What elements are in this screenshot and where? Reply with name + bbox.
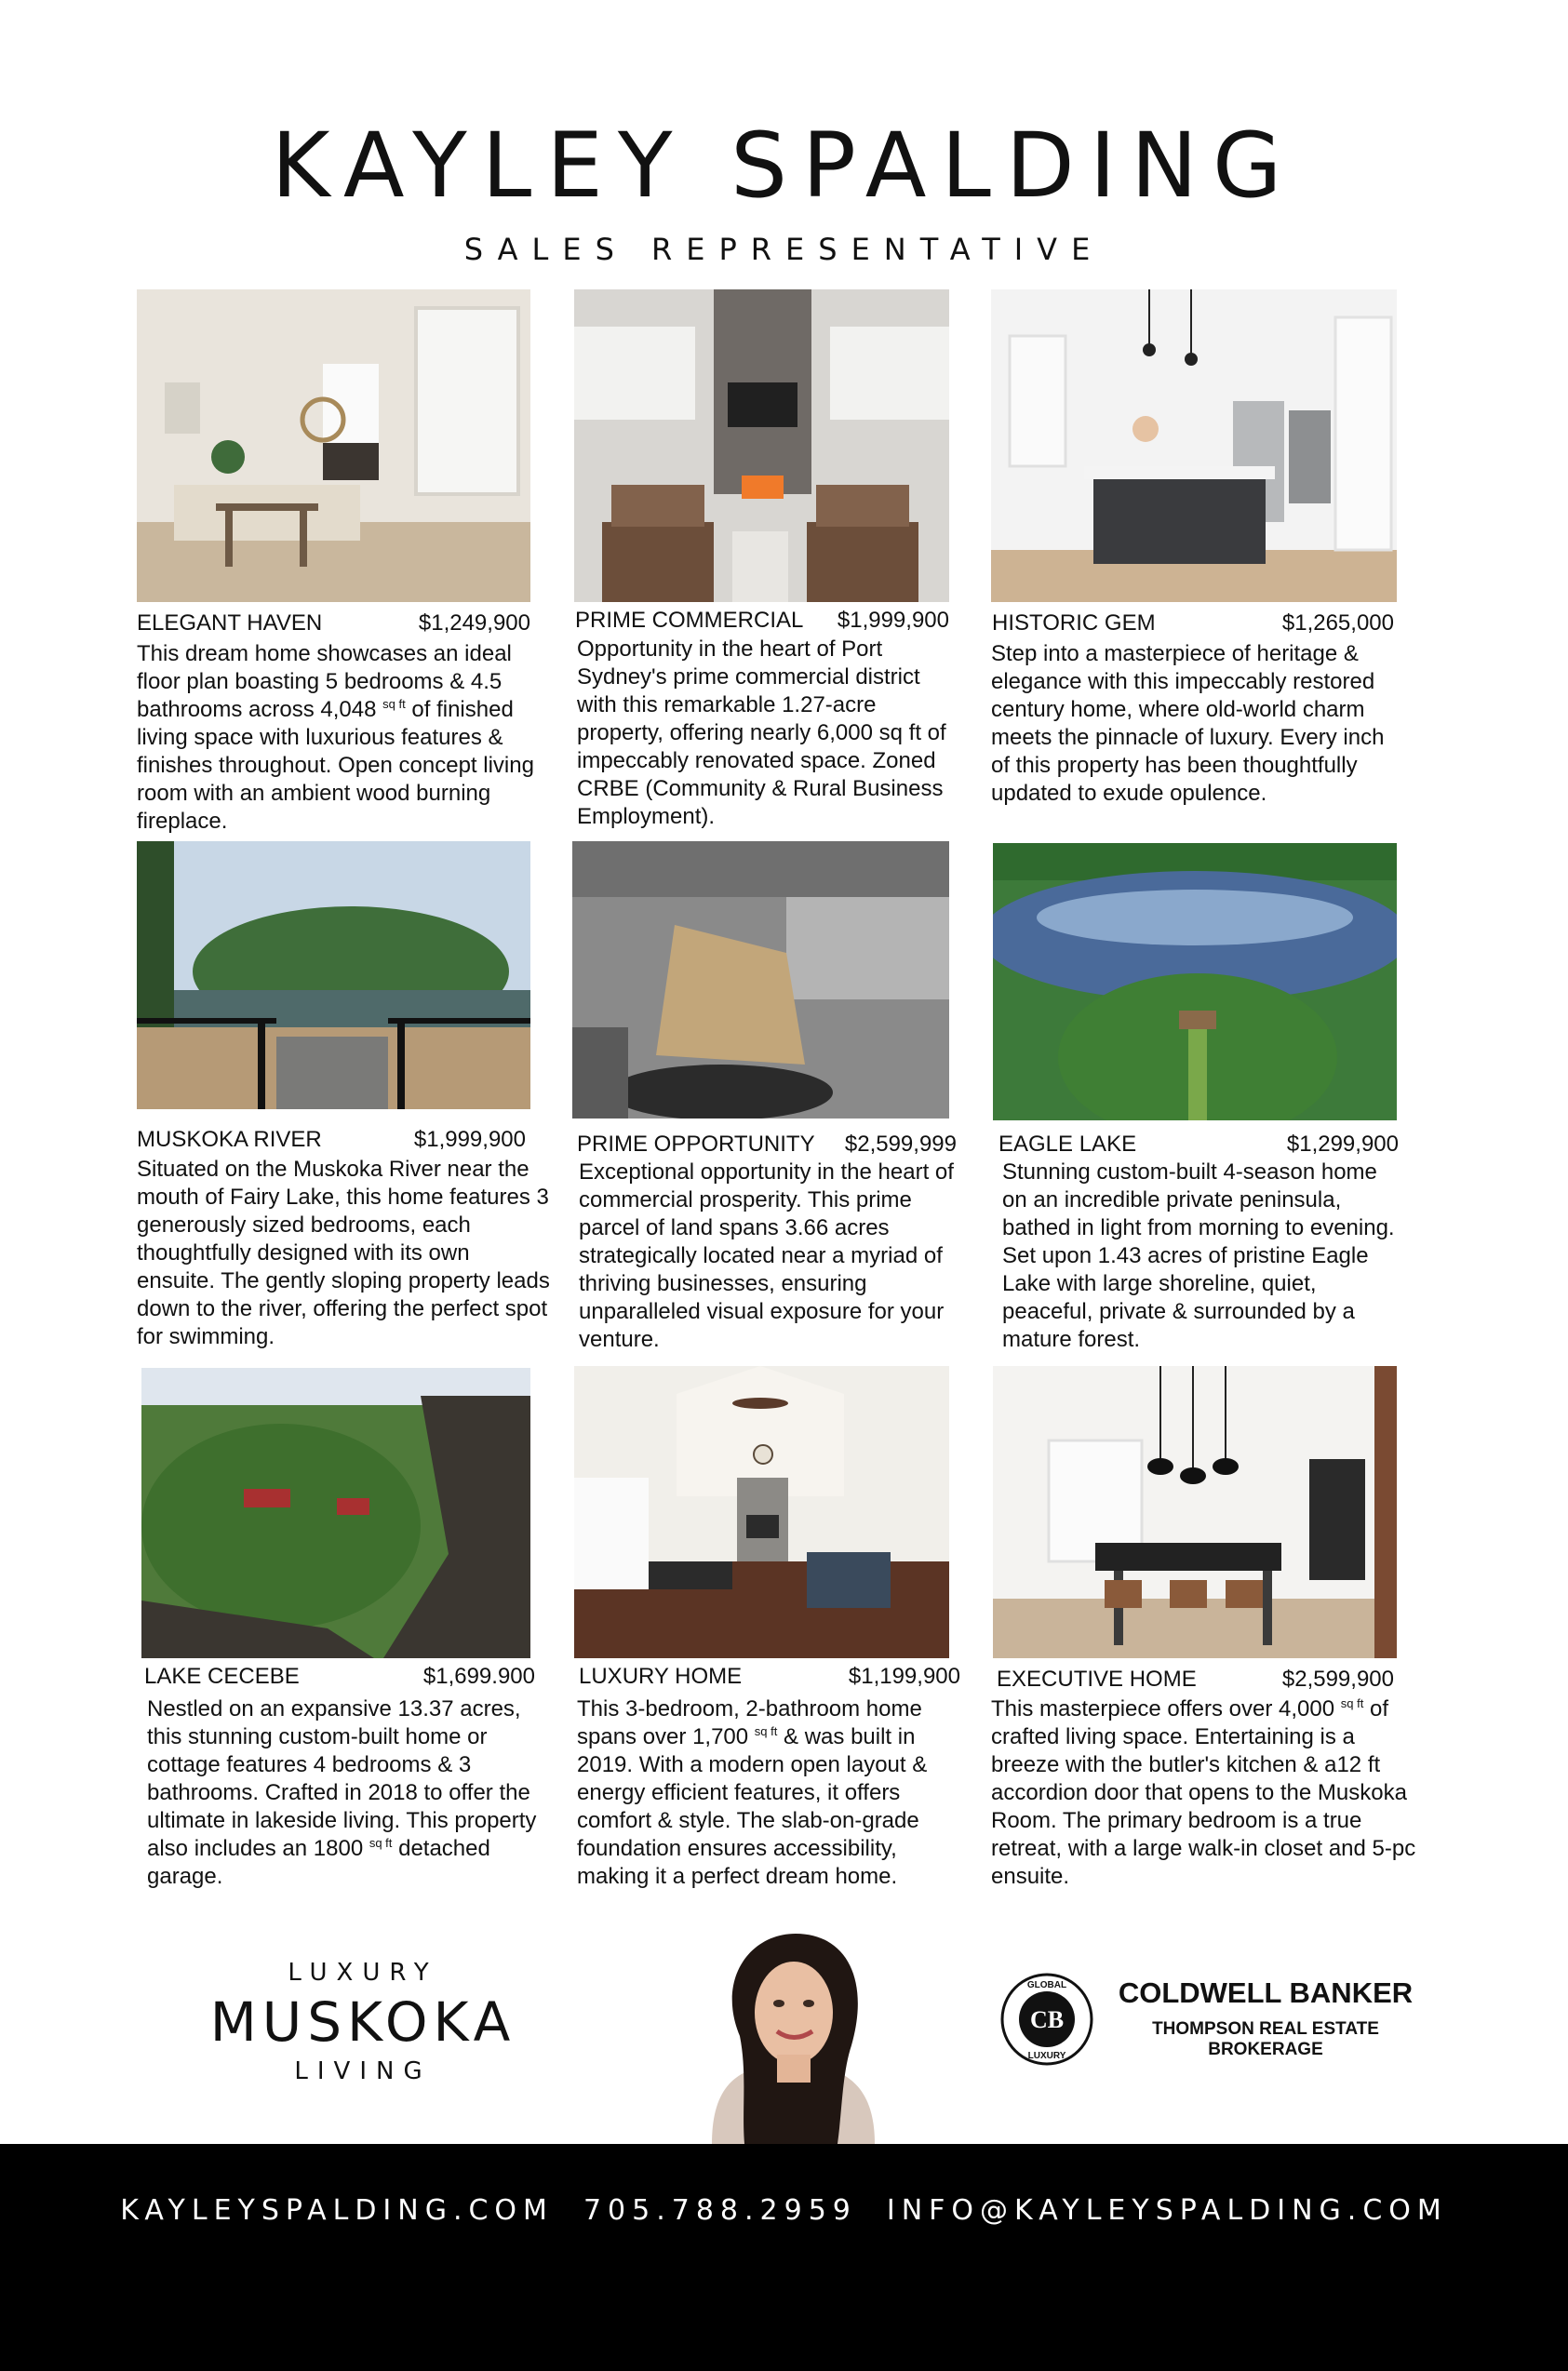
global-luxury-seal-icon	[999, 1972, 1094, 2067]
listing-photo-great-room	[574, 1366, 949, 1658]
listing-description: This masterpiece offers over 4,000 $^{sq ft}$ of crafted living space. Entertaining is a breeze with the butler's kitchen & a12 ft accordion door that opens to the Muskoka Room. The primary bedroom is a true retreat, with a large walk-in closet and 5-pc ensuite.	[991, 1696, 1416, 1889]
footer-phone[interactable]: 705.788.2959	[583, 2194, 857, 2227]
listing-photo-aerial-land	[572, 841, 949, 1119]
agent-portrait	[675, 1924, 907, 2144]
listing-photo-river	[137, 841, 530, 1109]
listing-photo-lakeside	[141, 1368, 530, 1658]
logo-line-2: MUSKOKA	[209, 1990, 516, 2054]
seal-bottom-text: LUXURY	[1027, 2051, 1066, 2061]
brokerage-name: COLDWELL BANKER	[1118, 1976, 1414, 2009]
agent-role: SALES REPRESENTATIVE	[463, 232, 1105, 267]
listing-header	[137, 1126, 526, 1154]
listing-price: $2,599,999	[844, 1132, 957, 1157]
listing-title: MUSKOKA RIVER	[137, 1127, 322, 1152]
listing-header	[998, 1131, 1399, 1159]
listing-price: $1,699.900	[422, 1664, 535, 1689]
listing-photo-living-room	[137, 289, 530, 602]
brokerage-subtitle	[1107, 2019, 1424, 2060]
listing-description: This dream home showcases an ideal floor plan boasting 5 bedrooms & 4.5 bathrooms across 4,048 $^{sq ft}$ of finished living space with luxurious features & finishes throughout. Open concept living room with an ambient wood burning fireplace.	[137, 641, 534, 834]
listing-photo-kitchen-pendants	[993, 1366, 1397, 1658]
listing-header	[577, 1131, 957, 1159]
footer-bar	[0, 2144, 1568, 2371]
agent-name: KAYLEY SPALDING	[271, 114, 1297, 218]
listing-price: $1,199,900	[848, 1664, 960, 1689]
listing-description: Nestled on an expansive 13.37 acres, this stunning custom-built home or cottage features 4 bedrooms & 3 bathrooms. Crafted in 2018 to offer the ultimate in lakeside living. This property also includes an 1800 $^{sq ft}$ detached garage.	[147, 1696, 537, 1889]
listing-title: LUXURY HOME	[579, 1664, 743, 1689]
listing-header	[137, 609, 530, 637]
listing-description: Situated on the Muskoka River near the mouth of Fairy Lake, this home features 3 generously sized bedrooms, each thoughtfully designed with its own ensuite. The gently sloping property leads down to the river, offering the perfect spot for swimming.	[137, 1157, 550, 1349]
listing-description: Step into a masterpiece of heritage & elegance with this impeccably restored century home, where old-world charm meets the pinnacle of luxury. Every inch of this property has been thoughtfully updated to exude opulence.	[991, 641, 1385, 806]
listing-title: PRIME COMMERCIAL	[575, 608, 804, 633]
listing-description: Opportunity in the heart of Port Sydney's prime commercial district with this remarkable 1.27-acre property, offering nearly 6,000 sq ft of impeccably renovated space. Zoned CRBE (Community & Rural Business Employment).	[577, 636, 946, 829]
listing-header	[575, 607, 949, 635]
listing-price: $1,265,000	[1281, 610, 1394, 636]
brokerage-subtitle-line-1: THOMPSON REAL ESTATE	[1152, 2019, 1379, 2039]
brokerage-subtitle-line-2: BROKERAGE	[1208, 2040, 1323, 2059]
logo-line-3: LIVING	[294, 2057, 432, 2085]
listing-description: Stunning custom-built 4-season home on an incredible private peninsula, bathed in light from morning to evening. Set upon 1.43 acres of pristine Eagle Lake with large shoreline, quiet, peaceful, private & surrounded by a mature forest.	[1002, 1159, 1395, 1352]
listing-header	[992, 609, 1394, 637]
seal-top-text: GLOBAL	[1026, 1980, 1067, 1990]
listing-price: $2,599,900	[1281, 1667, 1394, 1692]
listing-header	[997, 1666, 1394, 1694]
logo-line-1: LUXURY	[288, 1959, 438, 1987]
listing-photo-lake	[993, 843, 1397, 1120]
listing-title: EAGLE LAKE	[998, 1132, 1137, 1157]
listing-header	[579, 1663, 960, 1691]
listing-title: EXECUTIVE HOME	[997, 1667, 1197, 1692]
listing-description: This 3-bedroom, 2-bathroom home spans over 1,700 $^{sq ft}$ & was built in 2019. With a modern open layout & energy efficient features, it offers comfort & style. The slab-on-grade foundation ensures accessibility, making it a perfect dream home.	[577, 1696, 928, 1889]
listing-price: $1,999,900	[413, 1127, 526, 1152]
listing-photo-lounge	[574, 289, 949, 602]
listing-description: Exceptional opportunity in the heart of commercial prosperity. This prime parcel of land spans 3.66 acres strategically located near a myriad of thriving businesses, ensuring unparalleled visual exposure for your venture.	[579, 1159, 954, 1352]
listing-header	[144, 1663, 535, 1691]
listing-title: ELEGANT HAVEN	[137, 610, 323, 636]
listing-price: $1,249,900	[418, 610, 530, 636]
footer-email[interactable]: INFO@KAYLEYSPALDING.COM	[886, 2194, 1448, 2227]
footer-website[interactable]: KAYLEYSPALDING.COM	[120, 2194, 554, 2227]
luxury-muskoka-living-logo	[177, 1954, 549, 2090]
footer-contact	[0, 2192, 1568, 2230]
listing-price: $1,299,900	[1286, 1132, 1399, 1157]
listing-photo-kitchen	[991, 289, 1397, 602]
listing-price: $1,999,900	[837, 608, 949, 633]
listing-title: LAKE CECEBE	[144, 1664, 300, 1689]
listing-title: PRIME OPPORTUNITY	[577, 1132, 815, 1157]
listing-title: HISTORIC GEM	[992, 610, 1156, 636]
seal-mark: CB	[1029, 2006, 1065, 2033]
